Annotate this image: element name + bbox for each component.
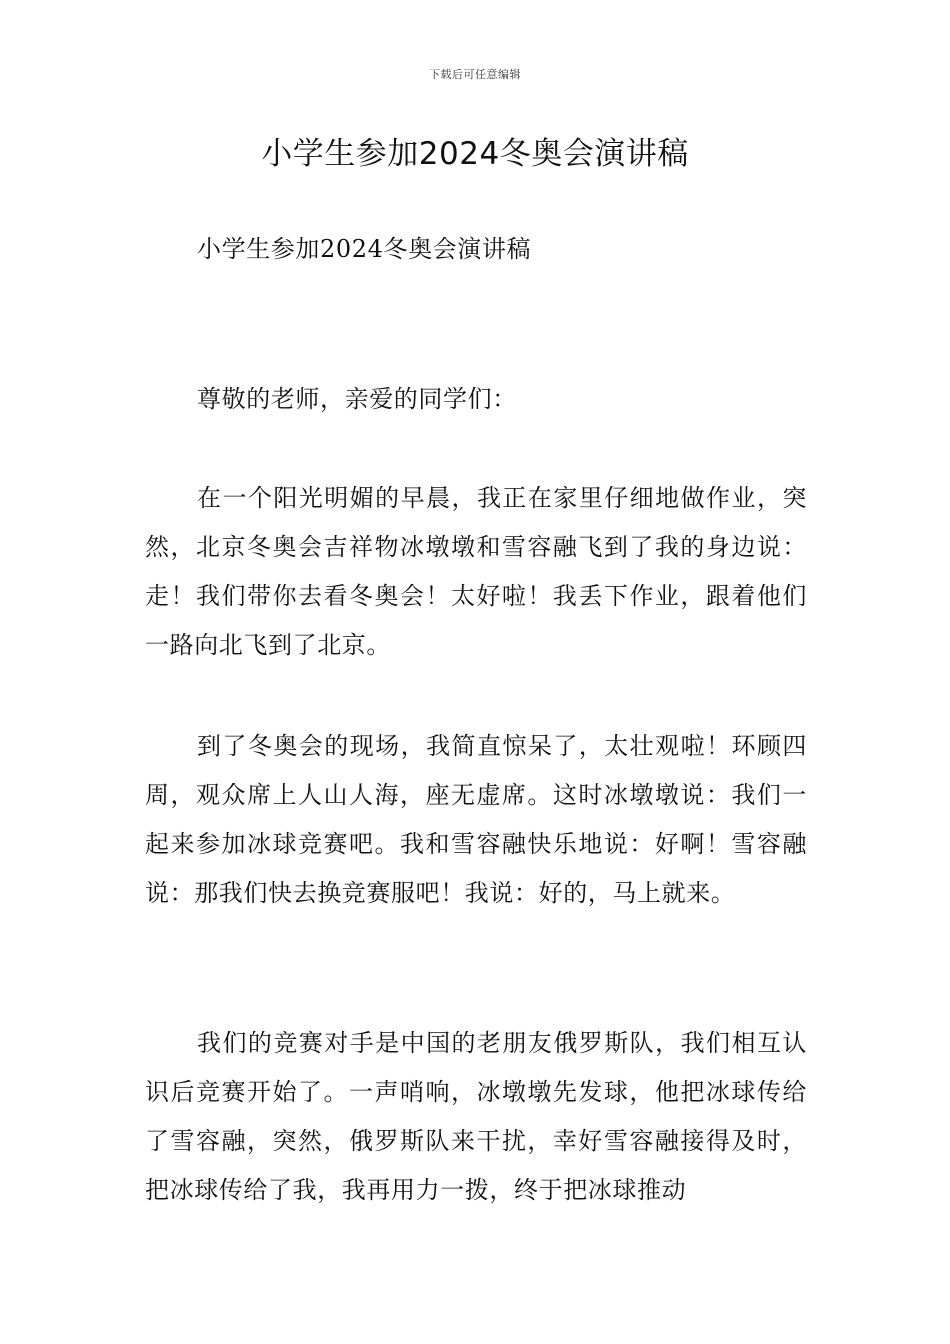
salutation: 尊敬的老师，亲爱的同学们： bbox=[197, 385, 517, 413]
paragraph: 我们的竞赛对手是中国的老朋友俄罗斯队，我们相互认识后竞赛开始了。一声哨响，冰墩墩先发球，他把冰球传给了雪容融，突然，俄罗斯队来干扰，幸好雪容融接得及时，把冰球传给了我，我再用力一拨，终于把冰球推动 bbox=[145, 1029, 807, 1204]
document-subtitle: 小学生参加2024冬奥会演讲稿 bbox=[197, 235, 532, 263]
header-note: 下载后可任意编辑 bbox=[429, 68, 521, 81]
paragraph: 在一个阳光明媚的早晨，我正在家里仔细地做作业，突然，北京冬奥会吉祥物冰墩墩和雪容融飞到了我的身边说：走！我们带你去看冬奥会！太好啦！我丢下作业，跟着他们一路向北飞到了北京。 bbox=[145, 484, 807, 659]
document-title: 小学生参加2024冬奥会演讲稿 bbox=[261, 136, 689, 172]
paragraph: 到了冬奥会的现场，我简直惊呆了，太壮观啦！环顾四周，观众席上人山人海，座无虚席。这时冰墩墩说：我们一起来参加冰球竞赛吧。我和雪容融快乐地说：好啊！雪容融说：那我们快去换竞赛服吧！我说：好的，马上就来。 bbox=[145, 732, 807, 907]
